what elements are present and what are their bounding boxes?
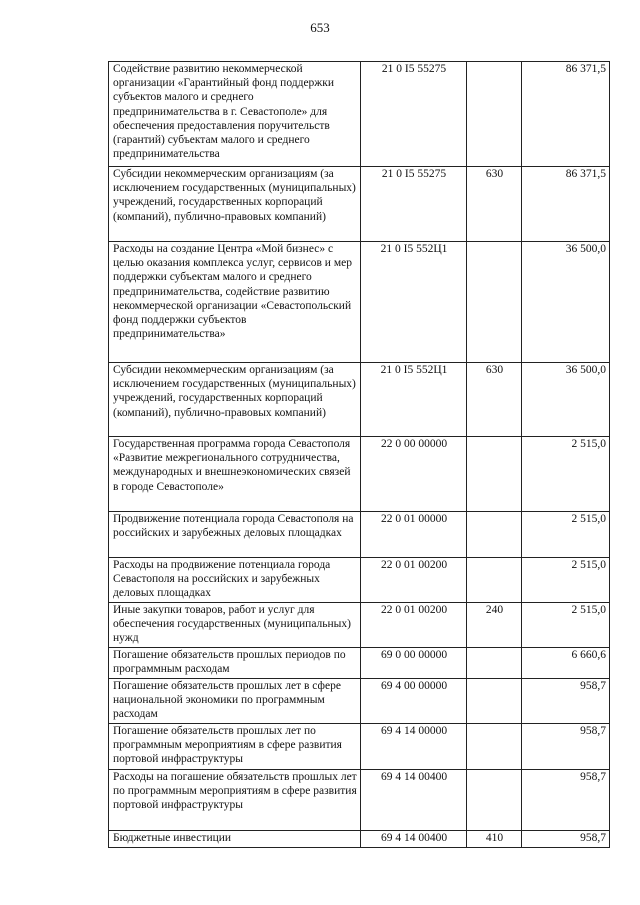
row-sum: 86 371,5: [522, 62, 610, 167]
row-type: 630: [467, 363, 522, 437]
row-code: 69 4 14 00400: [361, 770, 467, 831]
row-code: 69 4 14 00000: [361, 724, 467, 770]
row-sum: 6 660,6: [522, 648, 610, 679]
row-sum: 958,7: [522, 724, 610, 770]
row-sum: 86 371,5: [522, 167, 610, 242]
row-type: [467, 724, 522, 770]
row-code: 21 0 I5 552Ц1: [361, 242, 467, 363]
row-name: Расходы на создание Центра «Мой бизнес» с целью оказания комплекса услуг, сервисов и мер поддержки субъектам малого и среднего предпринимательства, содействие развитию некоммерческой организации «Севастопольский фонд поддержки субъектов предпринимательства»: [109, 242, 361, 363]
row-code: 69 4 14 00400: [361, 831, 467, 848]
row-sum: 958,7: [522, 679, 610, 724]
table-row: [109, 724, 610, 770]
row-type: [467, 770, 522, 831]
row-code: 22 0 00 00000: [361, 437, 467, 512]
table-row: [109, 167, 610, 242]
row-code: 22 0 01 00000: [361, 512, 467, 558]
budget-table-body: [109, 62, 610, 848]
row-name: Погашение обязательств прошлых периодов по программным расходам: [109, 648, 361, 679]
row-code: 22 0 01 00200: [361, 603, 467, 648]
table-row: [109, 603, 610, 648]
row-code: 69 4 00 00000: [361, 679, 467, 724]
table-row: [109, 831, 610, 848]
row-name: Расходы на продвижение потенциала города Севастополя на российских и зарубежных деловых площадках: [109, 558, 361, 603]
row-code: 21 0 I5 55275: [361, 62, 467, 167]
row-type: [467, 512, 522, 558]
row-type: [467, 558, 522, 603]
table-row: [109, 62, 610, 167]
row-sum: 2 515,0: [522, 558, 610, 603]
row-type: 630: [467, 167, 522, 242]
table-row: [109, 512, 610, 558]
row-type: [467, 679, 522, 724]
row-type: [467, 648, 522, 679]
row-name: Погашение обязательств прошлых лет в сфере национальной экономики по программным расходам: [109, 679, 361, 724]
row-name: Субсидии некоммерческим организациям (за исключением государственных (муниципальных) учреждений, государственных корпораций (компаний), публично-правовых компаний): [109, 363, 361, 437]
row-name: Бюджетные инвестиции: [109, 831, 361, 848]
row-name: Содействие развитию некоммерческой организации «Гарантийный фонд поддержки субъектов малого и среднего предпринимательства в г. Севастополе» для обеспечения предоставления поручительств (гарантий) субъектам малого и среднего предпринимательства: [109, 62, 361, 167]
row-sum: 36 500,0: [522, 242, 610, 363]
table-row: [109, 558, 610, 603]
row-name: Иные закупки товаров, работ и услуг для обеспечения государственных (муниципальных) нужд: [109, 603, 361, 648]
table-row: [109, 437, 610, 512]
table-row: [109, 363, 610, 437]
row-code: 22 0 01 00200: [361, 558, 467, 603]
row-name: Расходы на погашение обязательств прошлых лет по программным мероприятиям в сфере развития портовой инфраструктуры: [109, 770, 361, 831]
row-name: Субсидии некоммерческим организациям (за исключением государственных (муниципальных) учреждений, государственных корпораций (компаний), публично-правовых компаний): [109, 167, 361, 242]
budget-table: [108, 61, 610, 848]
row-name: Погашение обязательств прошлых лет по программным мероприятиям в сфере развития портовой инфраструктуры: [109, 724, 361, 770]
table-row: [109, 648, 610, 679]
row-name: Продвижение потенциала города Севастополя на российских и зарубежных деловых площадках: [109, 512, 361, 558]
table-row: [109, 679, 610, 724]
row-type: [467, 62, 522, 167]
row-sum: 958,7: [522, 831, 610, 848]
row-sum: 36 500,0: [522, 363, 610, 437]
row-sum: 958,7: [522, 770, 610, 831]
row-code: 69 0 00 00000: [361, 648, 467, 679]
row-code: 21 0 I5 55275: [361, 167, 467, 242]
row-sum: 2 515,0: [522, 603, 610, 648]
row-sum: 2 515,0: [522, 512, 610, 558]
table-row: [109, 770, 610, 831]
row-type: [467, 437, 522, 512]
row-type: 410: [467, 831, 522, 848]
row-sum: 2 515,0: [522, 437, 610, 512]
row-type: 240: [467, 603, 522, 648]
row-name: Государственная программа города Севастополя «Развитие межрегионального сотрудничества, международных и внешнеэкономических связей в городе Севастополе»: [109, 437, 361, 512]
page-number: 653: [310, 20, 330, 35]
row-code: 21 0 I5 552Ц1: [361, 363, 467, 437]
table-row: [109, 242, 610, 363]
row-type: [467, 242, 522, 363]
